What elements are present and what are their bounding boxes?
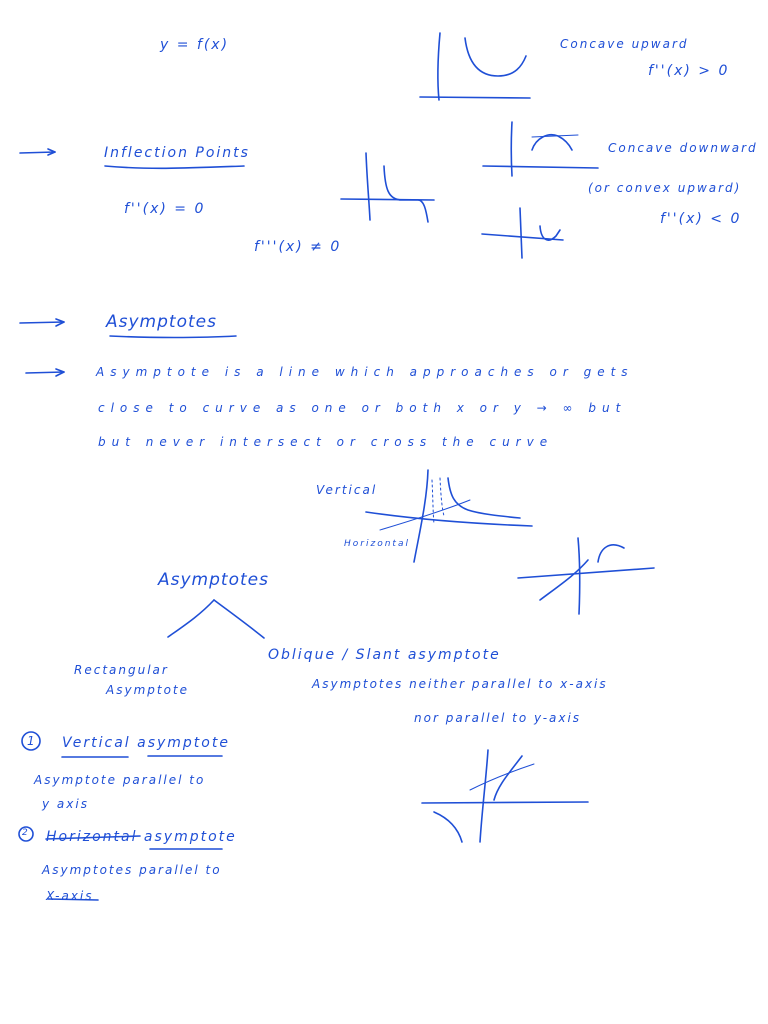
item-1-number: 1 xyxy=(27,734,37,748)
label-or-convex-up: (or convex upward) xyxy=(588,181,742,195)
item-2-desc-2: X-axis xyxy=(46,889,94,903)
oblique-asymptote-graph xyxy=(518,538,654,614)
label-concave-up: Concave upward xyxy=(560,37,689,51)
tree-rectangular-2: Asymptote xyxy=(106,683,190,697)
label-f2-negative: f''(x) < 0 xyxy=(660,211,742,227)
definition-line-1: Asymptote is a line which approaches or gets xyxy=(96,365,634,379)
oblique-desc-2: nor parallel to y-axis xyxy=(414,711,582,725)
inflection-graph-right xyxy=(482,208,563,258)
label-horizontal-small: Horizontal xyxy=(344,539,410,549)
concave-up-graph xyxy=(420,33,530,100)
margin-arrows xyxy=(20,149,64,376)
label-concave-down: Concave downward xyxy=(608,141,758,155)
underline-asymptotes xyxy=(110,336,236,338)
oblique-bottom-graph xyxy=(422,750,588,842)
item-2-number: 2 xyxy=(22,828,28,838)
y-equals-fx: y = f(x) xyxy=(160,37,230,53)
asymptote-tree xyxy=(168,600,264,638)
tree-oblique: Oblique / Slant asymptote xyxy=(268,647,501,663)
item-1-desc-2: y axis xyxy=(42,797,89,811)
definition-line-2: close to curve as one or both x or y → ∞ but xyxy=(98,401,627,415)
f3-not-zero: f'''(x) ≠ 0 xyxy=(254,239,342,255)
heading-asymptotes: Asymptotes xyxy=(106,312,217,332)
heading-inflection-points: Inflection Points xyxy=(104,145,250,161)
item-1-desc-1: Asymptote parallel to xyxy=(34,773,206,787)
concave-down-graph xyxy=(483,122,598,176)
label-f2-positive: f''(x) > 0 xyxy=(648,63,730,79)
item-1-title: Vertical asymptote xyxy=(62,735,230,751)
tree-title-asymptotes: Asymptotes xyxy=(158,570,269,590)
label-vertical-small: Vertical xyxy=(316,483,378,497)
oblique-desc-1: Asymptotes neither parallel to x-axis xyxy=(312,677,608,691)
underline-inflection xyxy=(105,166,244,168)
inflection-graph-middle xyxy=(341,153,434,222)
item-2-title: Horizontal asymptote xyxy=(46,829,237,845)
f2-equals-zero: f''(x) = 0 xyxy=(124,201,206,217)
tree-rectangular-1: Rectangular xyxy=(74,663,169,677)
item-2-desc-1: Asymptotes parallel to xyxy=(42,863,222,877)
definition-line-3: but never intersect or cross the curve xyxy=(98,435,554,449)
